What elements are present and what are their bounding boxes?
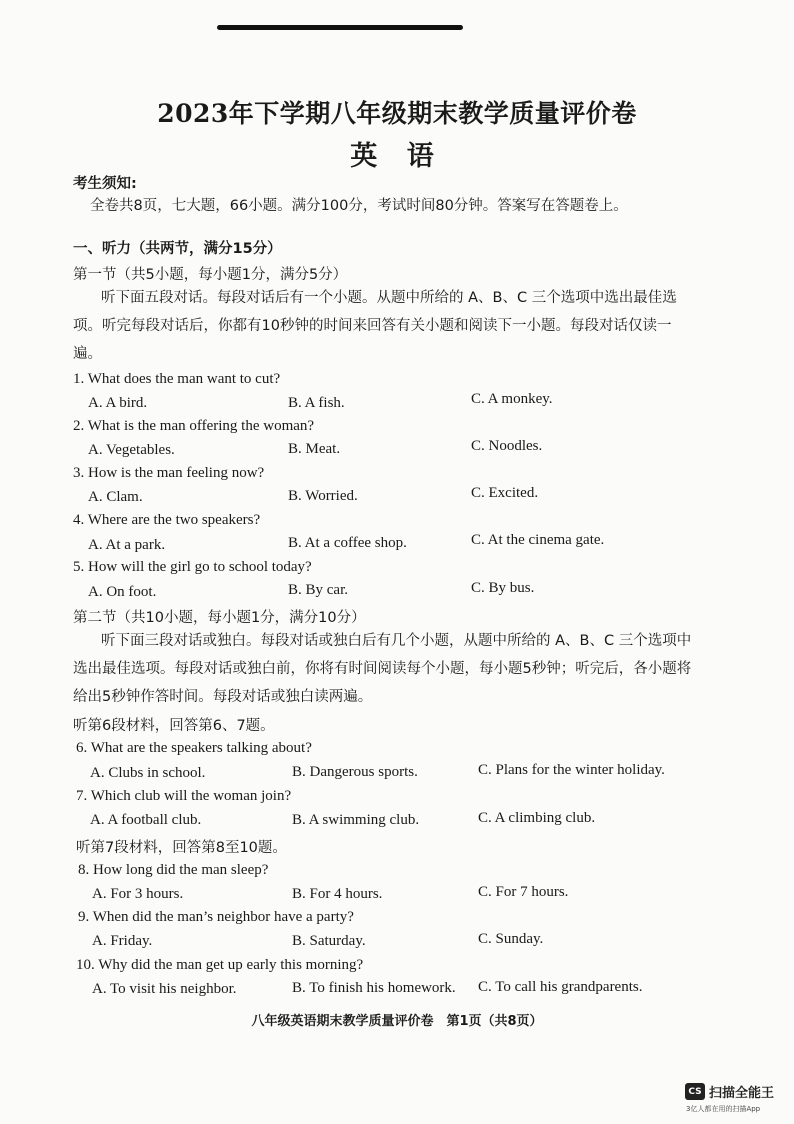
q8-option-b: B. For 4 hours. [292, 886, 383, 902]
question-9: 9. When did the man’s neighbor have a party? [78, 909, 354, 925]
question-5: 5. How will the girl go to school today? [73, 559, 312, 575]
question-1: 1. What does the man want to cut? [73, 371, 281, 387]
q6-option-a: A. Clubs in school. [90, 765, 206, 781]
question-7: 7. Which club will the woman join? [76, 788, 292, 804]
scanner-tagline: 3亿人都在用的扫描App [686, 1105, 761, 1113]
q10-option-b: B. To finish his homework. [292, 980, 456, 996]
q9-option-a: A. Friday. [92, 933, 153, 949]
q6-option-b: B. Dangerous sports. [292, 764, 418, 780]
part1-heading: 第一节（共5小题，每小题1分，满分5分） [73, 267, 348, 283]
part1-instructions: 听下面五段对话。每段对话后有一个小题。从题中所给的 A、B、C 三个选项中选出最佳选项。听完每段对话后，你都有10秒钟的时间来回答有关小题和阅读下一小题。每段对话仅读一遍。 [73, 290, 677, 362]
q8-option-c: C. For 7 hours. [478, 884, 569, 900]
notice-heading: 考生须知: [73, 176, 137, 192]
question-4: 4. Where are the two speakers? [73, 512, 261, 528]
section1-heading: 一、听力（共两节，满分15分） [73, 241, 282, 257]
part2-instructions: 听下面三段对话或独白。每段对话或独白后有几个小题，从题中所给的 A、B、C 三个选项中选出最佳选项。每段对话或独白前，你将有时间阅读每个小题，每小题5秒钟；听完后，各小题将给出5秒钟作答时间。每段对话或独白读两遍。 [73, 633, 692, 705]
q5-option-c: C. By bus. [471, 580, 535, 596]
q3-option-c: C. Excited. [471, 485, 539, 501]
exam-title: 2023年下学期八年级期末教学质量评价卷 [157, 99, 637, 128]
q8-option-a: A. For 3 hours. [92, 886, 184, 902]
q1-option-b: B. A fish. [288, 395, 345, 411]
exam-subject: 英 语 [350, 141, 444, 172]
q9-option-c: C. Sunday. [478, 931, 544, 947]
scanner-watermark [685, 1082, 774, 1101]
page-footer: 八年级英语期末教学质量评价卷 第1页（共8页） [251, 1014, 543, 1029]
q5-option-a: A. On foot. [88, 584, 157, 600]
question-6: 6. What are the speakers talking about? [76, 740, 312, 756]
q1-option-a: A. A bird. [88, 395, 148, 411]
q2-option-b: B. Meat. [288, 441, 341, 457]
q9-option-b: B. Saturday. [292, 933, 366, 949]
q7-option-b: B. A swimming club. [292, 812, 420, 828]
q2-option-c: C. Noodles. [471, 438, 543, 454]
q7-option-c: C. A climbing club. [478, 810, 596, 826]
camscanner-logo-icon: CS [685, 1083, 705, 1100]
q1-option-c: C. A monkey. [471, 391, 553, 407]
scanner-app-name: 扫描全能王 [709, 1086, 775, 1101]
q2-option-a: A. Vegetables. [88, 442, 175, 458]
q4-option-b: B. At a coffee shop. [288, 535, 407, 551]
question-2: 2. What is the man offering the woman? [73, 418, 315, 434]
part2-heading: 第二节（共10小题，每小题1分，满分10分） [73, 610, 366, 626]
question-8: 8. How long did the man sleep? [78, 862, 269, 878]
q3-option-b: B. Worried. [288, 488, 358, 504]
q10-option-a: A. To visit his neighbor. [92, 981, 237, 997]
question-10: 10. Why did the man get up early this morning? [76, 957, 364, 973]
q3-option-a: A. Clam. [88, 489, 143, 505]
notice-text: 全卷共8页，七大题，66小题。满分100分，考试时间80分钟。答案写在答题卷上。 [90, 198, 628, 214]
q4-option-c: C. At the cinema gate. [471, 532, 605, 548]
material-7-note: 听第7段材料，回答第8至10题。 [76, 840, 287, 856]
q4-option-a: A. At a park. [88, 537, 166, 553]
scan-top-bar [217, 25, 463, 30]
q6-option-c: C. Plans for the winter holiday. [478, 762, 665, 778]
question-3: 3. How is the man feeling now? [73, 465, 265, 481]
q5-option-b: B. By car. [288, 582, 348, 598]
material-6-note: 听第6段材料，回答第6、7题。 [73, 718, 275, 734]
q10-option-c: C. To call his grandparents. [478, 979, 643, 995]
q7-option-a: A. A football club. [90, 812, 202, 828]
